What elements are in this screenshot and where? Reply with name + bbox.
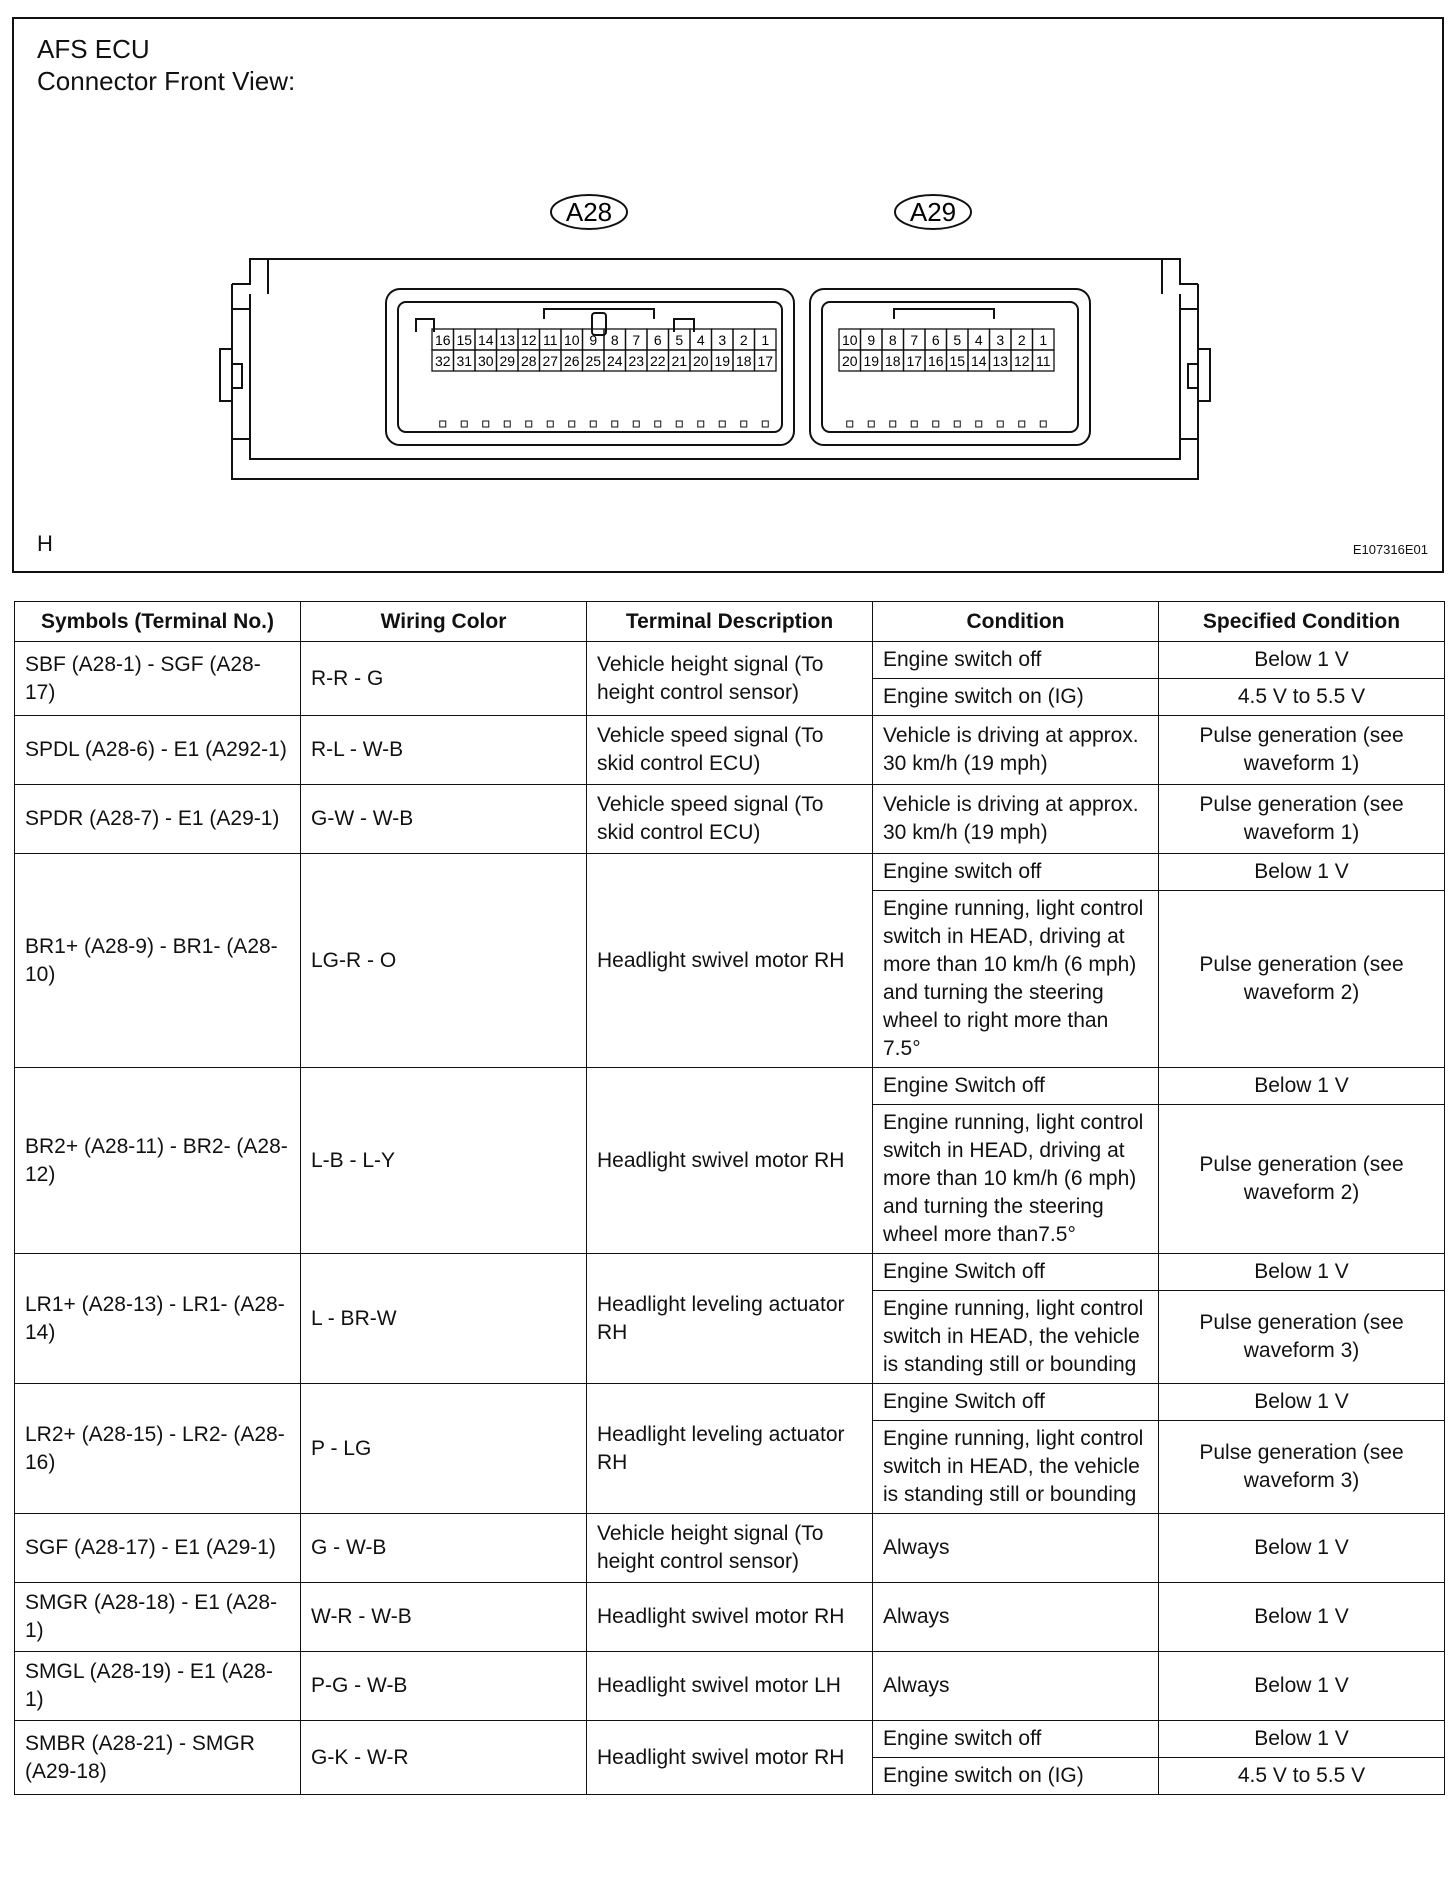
diagram-title-line2: Connector Front View: [37,66,296,96]
svg-text:7: 7 [910,332,919,348]
cell-specified-condition: Below 1 V [1159,1721,1445,1758]
a28-pin-4 [690,329,712,350]
a29-pin-17 [904,350,926,371]
figure-code: E107316E01 [1352,542,1428,557]
header-wiring-color: Wiring Color [301,602,587,642]
table-row [15,854,1445,891]
svg-text:28: 28 [520,353,537,369]
a29-latch-tick [1019,421,1025,427]
cell-symbol: SMGR (A28-18) - E1 (A28-1) [15,1583,301,1652]
cell-symbol: SPDL (A28-6) - E1 (A292-1) [15,716,301,785]
table-row [15,785,1445,854]
cell-wiring-color: W-R - W-B [301,1583,587,1652]
a29-pin-5 [947,329,969,350]
table-row [15,1254,1445,1291]
a28-pin-31 [454,350,476,371]
a28-latch-tick [483,421,489,427]
svg-text:10: 10 [841,332,858,348]
svg-text:11: 11 [542,332,558,348]
a28-pin-20 [690,350,712,371]
a28-pin-5 [669,329,691,350]
cell-condition: Engine running, light control switch in HEAD, the vehicle is standing still or bounding [873,1291,1159,1384]
a28-pin-25 [583,350,605,371]
a29-pin-11 [1033,350,1055,371]
cell-specified-condition: 4.5 V to 5.5 V [1159,1758,1445,1795]
a29-pin-15 [947,350,969,371]
a28-latch-tick [676,421,682,427]
header-condition: Condition [873,602,1159,642]
a29-latch-tick [954,421,960,427]
a29-pin-10 [839,329,861,350]
a28-pin-11 [540,329,562,350]
svg-text:2: 2 [1017,332,1026,348]
svg-text:16: 16 [927,353,944,369]
a28-pin-27 [540,350,562,371]
cell-condition: Engine switch off [873,642,1159,679]
cell-symbol: SGF (A28-17) - E1 (A29-1) [15,1514,301,1583]
svg-text:14: 14 [477,332,494,348]
cell-condition: Vehicle is driving at approx. 30 km/h (19 mph) [873,716,1159,785]
a28-pin-19 [712,350,734,371]
a28-latch-tick [526,421,532,427]
diagram-corner-letter: H [37,531,53,556]
header-symbols: Symbols (Terminal No.) [15,602,301,642]
cell-specified-condition: Below 1 V [1159,854,1445,891]
svg-text:13: 13 [992,353,1009,369]
table-row [15,642,1445,679]
svg-text:18: 18 [735,353,752,369]
a29-latch-tick [933,421,939,427]
cell-specified-condition: Below 1 V [1159,1652,1445,1721]
cell-specified-condition: Below 1 V [1159,1384,1445,1421]
cell-specified-condition: Below 1 V [1159,1254,1445,1291]
cell-specified-condition: Pulse generation (see waveform 3) [1159,1291,1445,1384]
cell-wiring-color: R-R - G [301,642,587,716]
connector-label-a29 [895,195,971,229]
cell-symbol: SBF (A28-1) - SGF (A28-17) [15,642,301,716]
svg-text:1: 1 [761,332,770,348]
svg-text:27: 27 [542,353,559,369]
a29-pin-16 [925,350,947,371]
a28-pin-10 [561,329,583,350]
svg-text:15: 15 [949,353,966,369]
svg-text:18: 18 [884,353,901,369]
table-row [15,1583,1445,1652]
table-row [15,1514,1445,1583]
a28-pin-1 [755,329,777,350]
a28-pin-23 [626,350,648,371]
a29-pin-4 [968,329,990,350]
a29-latch-tick [1040,421,1046,427]
table-row [15,716,1445,785]
svg-text:12: 12 [1013,353,1030,369]
cell-terminal-description: Vehicle height signal (To height control sensor) [587,1514,873,1583]
cell-terminal-description: Headlight swivel motor RH [587,854,873,1068]
svg-text:13: 13 [499,332,516,348]
a28-pin-6 [647,329,669,350]
svg-text:A29: A29 [909,197,957,227]
connector-diagram [12,17,1444,573]
cell-terminal-description: Headlight swivel motor RH [587,1583,873,1652]
cell-symbol: BR2+ (A28-11) - BR2- (A28-12) [15,1068,301,1254]
a28-latch-tick [547,421,553,427]
a28-latch-tick [655,421,661,427]
a29-pin-6 [925,329,947,350]
svg-text:16: 16 [434,332,451,348]
a28-latch-tick [440,421,446,427]
a29-pin-14 [968,350,990,371]
svg-text:26: 26 [563,353,580,369]
a28-latch-tick [461,421,467,427]
svg-text:8: 8 [888,332,897,348]
a29-pin-18 [882,350,904,371]
cell-wiring-color: R-L - W-B [301,716,587,785]
table-row [15,1384,1445,1421]
svg-text:20: 20 [841,353,858,369]
cell-specified-condition: 4.5 V to 5.5 V [1159,679,1445,716]
a28-latch-tick [762,421,768,427]
a29-pin-13 [990,350,1012,371]
svg-text:17: 17 [906,353,923,369]
a29-pin-20 [839,350,861,371]
a28-latch-tick [719,421,725,427]
header-specified-condition: Specified Condition [1159,602,1445,642]
a28-pin-18 [733,350,755,371]
a28-latch-tick [590,421,596,427]
a29-latch-tick [890,421,896,427]
svg-text:5: 5 [953,332,962,348]
a29-pin-3 [990,329,1012,350]
a28-pin-21 [669,350,691,371]
cell-condition: Engine running, light control switch in HEAD, the vehicle is standing still or bounding [873,1421,1159,1514]
connector-a29-pins [839,329,1054,427]
cell-specified-condition: Below 1 V [1159,1068,1445,1105]
a28-pin-9 [583,329,605,350]
cell-specified-condition: Below 1 V [1159,1514,1445,1583]
a29-pin-9 [861,329,883,350]
svg-text:4: 4 [696,332,705,348]
a28-pin-13 [497,329,519,350]
cell-symbol: LR1+ (A28-13) - LR1- (A28-14) [15,1254,301,1384]
a28-pin-12 [518,329,540,350]
a28-pin-30 [475,350,497,371]
svg-text:25: 25 [585,353,602,369]
svg-text:9: 9 [589,332,598,348]
svg-text:22: 22 [649,353,666,369]
cell-symbol: SMGL (A28-19) - E1 (A28-1) [15,1652,301,1721]
svg-text:23: 23 [628,353,645,369]
cell-wiring-color: P-G - W-B [301,1652,587,1721]
cell-condition: Engine running, light control switch in HEAD, driving at more than 10 km/h (6 mph) and turning the steering wheel more than7.5° [873,1105,1159,1254]
cell-condition: Engine Switch off [873,1068,1159,1105]
cell-wiring-color: L - BR-W [301,1254,587,1384]
a28-pin-29 [497,350,519,371]
svg-text:24: 24 [606,353,623,369]
a29-pin-19 [861,350,883,371]
cell-condition: Always [873,1652,1159,1721]
svg-text:5: 5 [675,332,684,348]
svg-text:6: 6 [653,332,662,348]
cell-condition: Always [873,1514,1159,1583]
svg-text:15: 15 [456,332,473,348]
a29-pin-2 [1011,329,1033,350]
cell-wiring-color: G - W-B [301,1514,587,1583]
a29-latch-tick [997,421,1003,427]
cell-terminal-description: Headlight swivel motor LH [587,1652,873,1721]
svg-text:12: 12 [520,332,537,348]
svg-text:20: 20 [692,353,709,369]
a28-pin-2 [733,329,755,350]
a29-pin-7 [904,329,926,350]
svg-text:32: 32 [434,353,451,369]
cell-terminal-description: Vehicle speed signal (To skid control ECU) [587,716,873,785]
cell-wiring-color: L-B - L-Y [301,1068,587,1254]
a29-pin-8 [882,329,904,350]
a28-latch-tick [504,421,510,427]
cell-wiring-color: LG-R - O [301,854,587,1068]
a29-latch-tick [847,421,853,427]
cell-condition: Engine switch off [873,854,1159,891]
diagram-title-line1: AFS ECU [37,34,150,64]
cell-symbol: LR2+ (A28-15) - LR2- (A28-16) [15,1384,301,1514]
cell-wiring-color: P - LG [301,1384,587,1514]
svg-text:11: 11 [1035,353,1051,369]
svg-text:30: 30 [477,353,494,369]
cell-condition: Engine switch on (IG) [873,679,1159,716]
cell-terminal-description: Headlight swivel motor RH [587,1721,873,1795]
a28-latch-tick [569,421,575,427]
cell-terminal-description: Headlight leveling actuator RH [587,1384,873,1514]
a28-pin-28 [518,350,540,371]
a28-pin-24 [604,350,626,371]
cell-symbol: SPDR (A28-7) - E1 (A29-1) [15,785,301,854]
svg-text:1: 1 [1039,332,1048,348]
cell-condition: Vehicle is driving at approx. 30 km/h (19 mph) [873,785,1159,854]
svg-text:4: 4 [974,332,983,348]
cell-specified-condition: Pulse generation (see waveform 2) [1159,891,1445,1068]
cell-specified-condition: Pulse generation (see waveform 1) [1159,785,1445,854]
svg-text:7: 7 [632,332,641,348]
a28-pin-17 [755,350,777,371]
cell-terminal-description: Vehicle height signal (To height control sensor) [587,642,873,716]
a29-pin-1 [1033,329,1055,350]
table-body [15,642,1445,1795]
a28-pin-26 [561,350,583,371]
cell-specified-condition: Pulse generation (see waveform 1) [1159,716,1445,785]
a29-pin-12 [1011,350,1033,371]
connector-a28-pins [432,329,776,427]
svg-text:10: 10 [563,332,580,348]
cell-terminal-description: Headlight swivel motor RH [587,1068,873,1254]
a28-latch-tick [633,421,639,427]
svg-text:8: 8 [610,332,619,348]
a28-pin-22 [647,350,669,371]
cell-symbol: BR1+ (A28-9) - BR1- (A28-10) [15,854,301,1068]
a28-pin-32 [432,350,454,371]
cell-terminal-description: Vehicle speed signal (To skid control ECU) [587,785,873,854]
a28-latch-tick [612,421,618,427]
svg-text:21: 21 [671,353,688,369]
cell-specified-condition: Below 1 V [1159,642,1445,679]
svg-text:2: 2 [739,332,748,348]
a28-pin-15 [454,329,476,350]
svg-text:6: 6 [931,332,940,348]
cell-condition: Engine switch off [873,1721,1159,1758]
table-row [15,1068,1445,1105]
cell-wiring-color: G-W - W-B [301,785,587,854]
cell-specified-condition: Pulse generation (see waveform 2) [1159,1105,1445,1254]
cell-specified-condition: Below 1 V [1159,1583,1445,1652]
a28-pin-3 [712,329,734,350]
svg-text:19: 19 [714,353,731,369]
svg-text:31: 31 [456,353,473,369]
svg-text:29: 29 [499,353,516,369]
a29-latch-tick [868,421,874,427]
svg-text:3: 3 [996,332,1005,348]
svg-text:14: 14 [970,353,987,369]
a28-pin-8 [604,329,626,350]
cell-specified-condition: Pulse generation (see waveform 3) [1159,1421,1445,1514]
cell-condition: Engine switch on (IG) [873,1758,1159,1795]
a28-latch-tick [741,421,747,427]
a29-latch-tick [976,421,982,427]
table-header-row [15,602,1445,642]
cell-terminal-description: Headlight leveling actuator RH [587,1254,873,1384]
svg-text:9: 9 [867,332,876,348]
cell-condition: Engine Switch off [873,1384,1159,1421]
svg-text:17: 17 [757,353,774,369]
header-terminal-description: Terminal Description [587,602,873,642]
cell-symbol: SMBR (A28-21) - SMGR (A29-18) [15,1721,301,1795]
ecu-connector-drawing [14,19,1446,575]
cell-condition: Always [873,1583,1159,1652]
cell-wiring-color: G-K - W-R [301,1721,587,1795]
a28-latch-tick [698,421,704,427]
connector-label-a28 [551,195,627,229]
svg-text:A28: A28 [565,197,613,227]
svg-text:19: 19 [863,353,880,369]
a28-pin-16 [432,329,454,350]
table-row [15,1652,1445,1721]
a28-pin-7 [626,329,648,350]
a29-latch-tick [911,421,917,427]
cell-condition: Engine Switch off [873,1254,1159,1291]
table-row [15,1721,1445,1758]
svg-text:3: 3 [718,332,727,348]
terminal-table [14,601,1445,1795]
a28-pin-14 [475,329,497,350]
cell-condition: Engine running, light control switch in HEAD, driving at more than 10 km/h (6 mph) and turning the steering wheel to right more than 7.5° [873,891,1159,1068]
terminal-table-container [14,601,1444,1795]
